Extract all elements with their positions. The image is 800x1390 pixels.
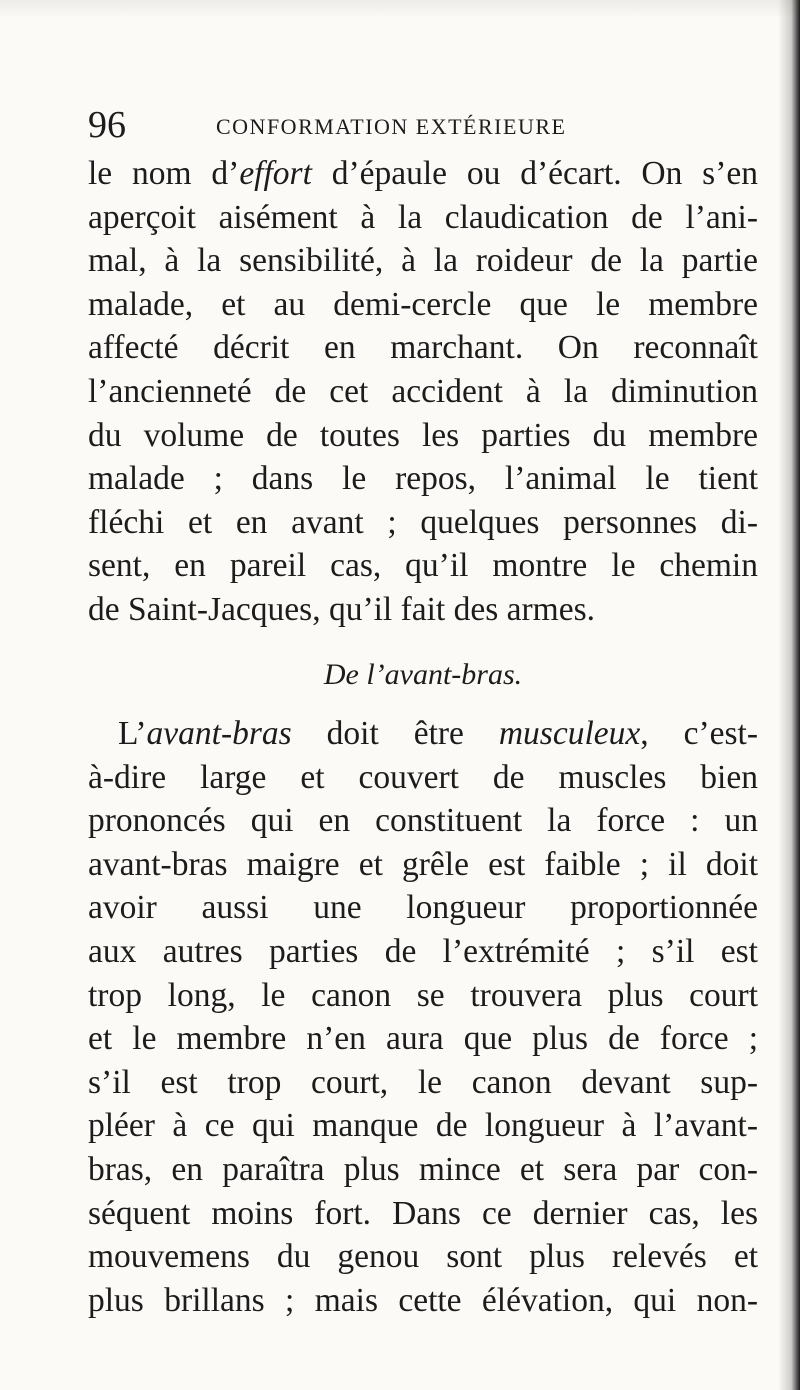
text-line: aux autres parties de l’extrémité ; s’il est (88, 932, 758, 970)
text-line: l’ancienneté de cet accident à la diminution (88, 372, 758, 410)
text-line: trop long, le canon se trouvera plus court (88, 976, 758, 1014)
text-line: fléchi et en avant ; quelques personnes di- (88, 503, 758, 541)
page-number: 96 (88, 104, 126, 146)
text-line: du volume de toutes les parties du membre (88, 416, 758, 454)
italic-term: avant-bras (146, 715, 292, 752)
italic-term: effort (239, 155, 312, 192)
text-line: bras, en paraîtra plus mince et sera par con- (88, 1150, 758, 1188)
page-top-shadow (0, 0, 800, 18)
text-line: malade, et au demi-cercle que le membre (88, 285, 758, 323)
running-title: CONFORMATION EXTÉRIEURE (216, 114, 567, 139)
text-line: sent, en pareil cas, qu’il montre le chemin (88, 547, 758, 585)
text-line: séquent moins fort. Dans ce dernier cas, les (88, 1194, 758, 1232)
text-line: malade ; dans le repos, l’animal le tient (88, 460, 758, 498)
text-line: prononcés qui en constituent la force : un (88, 802, 758, 840)
text-line: aperçoit aisément à la claudication de l’ani- (88, 198, 758, 236)
text-line: mal, à la sensibilité, à la roideur de la partie (88, 242, 758, 280)
text-line: à-dire large et couvert de muscles bien (88, 758, 758, 796)
text-line: le nom d’effort d’épaule ou d’écart. On s’en (88, 155, 758, 192)
paragraph-effort-epaule (88, 152, 758, 632)
text-line: s’il est trop court, le canon devant sup- (88, 1063, 758, 1101)
page-header (88, 103, 778, 147)
text-line: plus brillans ; mais cette élévation, qui non- (88, 1281, 758, 1319)
text-line: pléer à ce qui manque de longueur à l’avant- (88, 1107, 758, 1145)
paragraph-avant-bras (88, 712, 758, 1322)
text-line: avoir aussi une longueur proportionnée (88, 889, 758, 927)
text-line: de Saint-Jacques, qu’il fait des armes. (88, 590, 595, 628)
page-binding-shadow (778, 0, 800, 1390)
text-line: mouvemens du genou sont plus relevés et (88, 1238, 758, 1276)
section-heading: De l’avant-bras. (323, 658, 523, 691)
text-line: L’avant-bras doit être musculeux, c’est- (118, 715, 758, 752)
text-line: et le membre n’en aura que plus de force ; (88, 1020, 758, 1058)
italic-term: musculeux (498, 715, 641, 752)
text-line: avant-bras maigre et grêle est faible ; il doit (88, 845, 758, 883)
text-line: affecté décrit en marchant. On reconnaît (88, 329, 758, 367)
